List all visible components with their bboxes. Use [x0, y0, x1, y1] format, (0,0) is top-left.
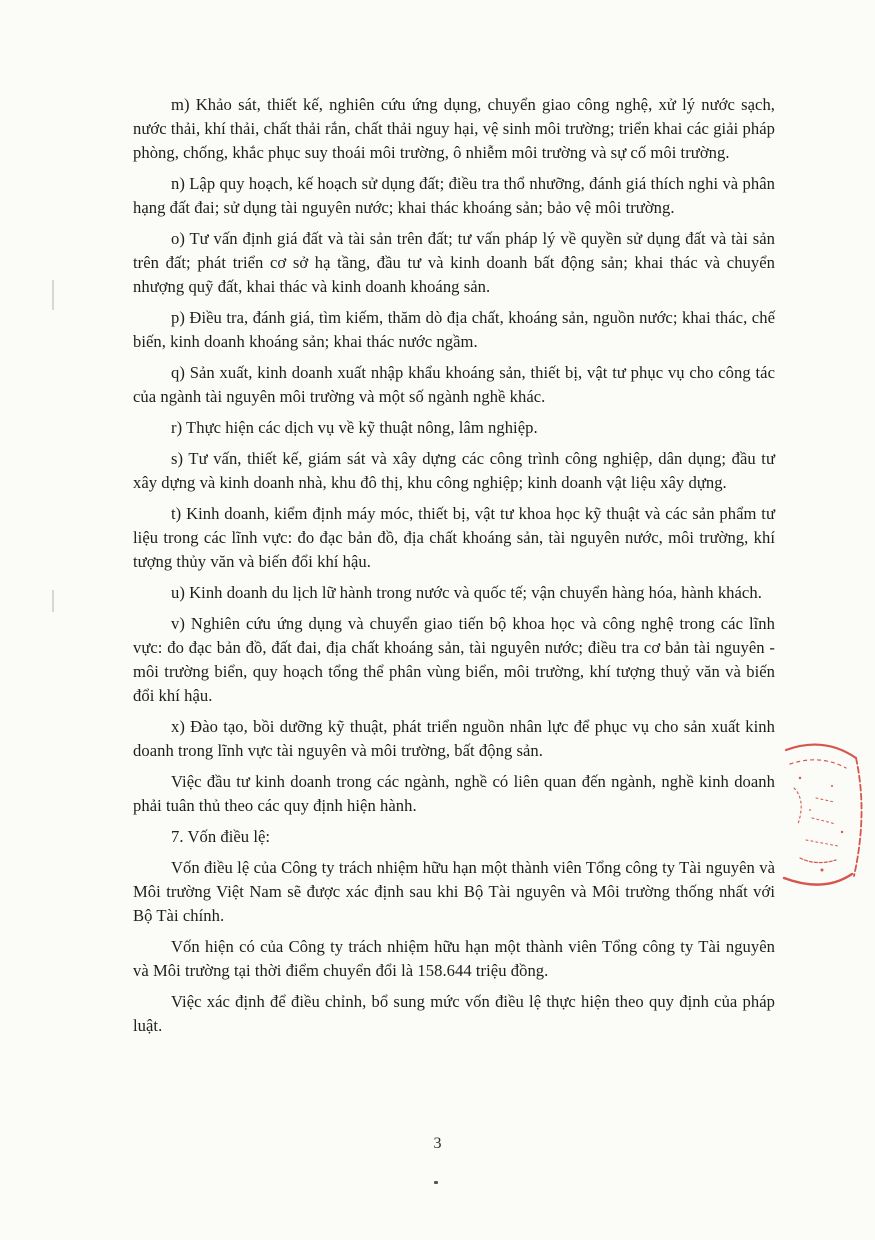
paragraph-item-q: q) Sản xuất, kinh doanh xuất nhập khẩu khoáng sản, thiết bị, vật tư phục vụ cho công tác của ngành tài nguyên môi trường và một số ngành nghề khác. [133, 363, 775, 406]
paragraph-item-p: p) Điều tra, đánh giá, tìm kiếm, thăm dò địa chất, khoáng sản, nguồn nước; khai thác, chế biến, kinh doanh khoáng sản; khai thác nước ngầm. [133, 308, 775, 351]
paragraph-item-u: u) Kinh doanh du lịch lữ hành trong nước và quốc tế; vận chuyển hàng hóa, hành khách. [171, 583, 762, 602]
section-heading-charter-capital: 7. Vốn điều lệ: [171, 827, 271, 846]
document-body [133, 93, 775, 1045]
scan-margin-mark [52, 280, 54, 310]
paragraph-item-o: o) Tư vấn định giá đất và tài sản trên đất; tư vấn pháp lý về quyền sử dụng đất và tài sản trên đất; phát triển cơ sở hạ tầng, đầu tư và kinh doanh bất động sản; khai thác và chuyển nhượng quỹ đất, khai thác và kinh doanh khoáng sản. [133, 229, 775, 296]
paragraph-item-s: s) Tư vấn, thiết kế, giám sát và xây dựng các công trình công nghiệp, dân dụng; đầu tư xây dựng và kinh doanh nhà, khu đô thị, khu công nghiệp; kinh doanh vật liệu xây dựng. [133, 449, 775, 492]
paragraph-capital-adjustment: Việc xác định để điều chỉnh, bổ sung mức vốn điều lệ thực hiện theo quy định của pháp luật. [133, 992, 775, 1035]
scan-margin-mark [52, 590, 54, 612]
paragraph-compliance-note: Việc đầu tư kinh doanh trong các ngành, nghề có liên quan đến ngành, nghề kinh doanh phải tuân thủ theo các quy định hiện hành. [133, 772, 775, 815]
paragraph-item-m: m) Khảo sát, thiết kế, nghiên cứu ứng dụng, chuyển giao công nghệ, xử lý nước sạch, nước thải, khí thải, chất thải rắn, chất thải nguy hại, vệ sinh môi trường; triển khai các giải pháp phòng, chống, khắc phục suy thoái môi trường, ô nhiễm môi trường và sự cố môi trường. [133, 95, 775, 162]
paragraph-item-t: t) Kinh doanh, kiểm định máy móc, thiết bị, vật tư khoa học kỹ thuật và các sản phẩm tư liệu trong các lĩnh vực: đo đạc bản đồ, địa chất khoáng sản, tài nguyên nước, môi trường, khí tượng thủy văn và biến đổi khí hậu. [133, 504, 775, 571]
page-number: 3 [433, 1135, 442, 1152]
paragraph-current-capital: Vốn hiện có của Công ty trách nhiệm hữu hạn một thành viên Tổng công ty Tài nguyên và Môi trường tại thời điểm chuyển đổi là 158.644 triệu đồng. [133, 937, 775, 980]
scan-dot-mark [434, 1181, 438, 1184]
paragraph-item-n: n) Lập quy hoạch, kế hoạch sử dụng đất; điều tra thổ nhưỡng, đánh giá thích nghi và phân hạng đất đai; sử dụng tài nguyên nước; khai thác khoáng sản; bảo vệ môi trường. [133, 174, 775, 217]
paragraph-item-v: v) Nghiên cứu ứng dụng và chuyển giao tiến bộ khoa học và công nghệ trong các lĩnh vực: đo đạc bản đồ, đất đai, địa chất khoáng sản, tài nguyên nước; điều tra cơ bản tài nguyên - môi trường biển, quy hoạch tổng thể phân vùng biển, môi trường, khí tượng thuỷ văn và biến đổi khí hậu. [133, 614, 775, 705]
red-seal-stamp-icon [776, 728, 866, 898]
paragraph-item-r: r) Thực hiện các dịch vụ về kỹ thuật nông, lâm nghiệp. [171, 418, 538, 437]
paragraph-item-x: x) Đào tạo, bồi dưỡng kỹ thuật, phát triển nguồn nhân lực để phục vụ cho sản xuất kinh doanh trong lĩnh vực tài nguyên và môi trường, bất động sản. [133, 717, 775, 760]
paragraph-charter-capital: Vốn điều lệ của Công ty trách nhiệm hữu hạn một thành viên Tổng công ty Tài nguyên và Môi trường Việt Nam sẽ được xác định sau khi Bộ Tài nguyên và Môi trường thống nhất với Bộ Tài chính. [133, 858, 775, 925]
